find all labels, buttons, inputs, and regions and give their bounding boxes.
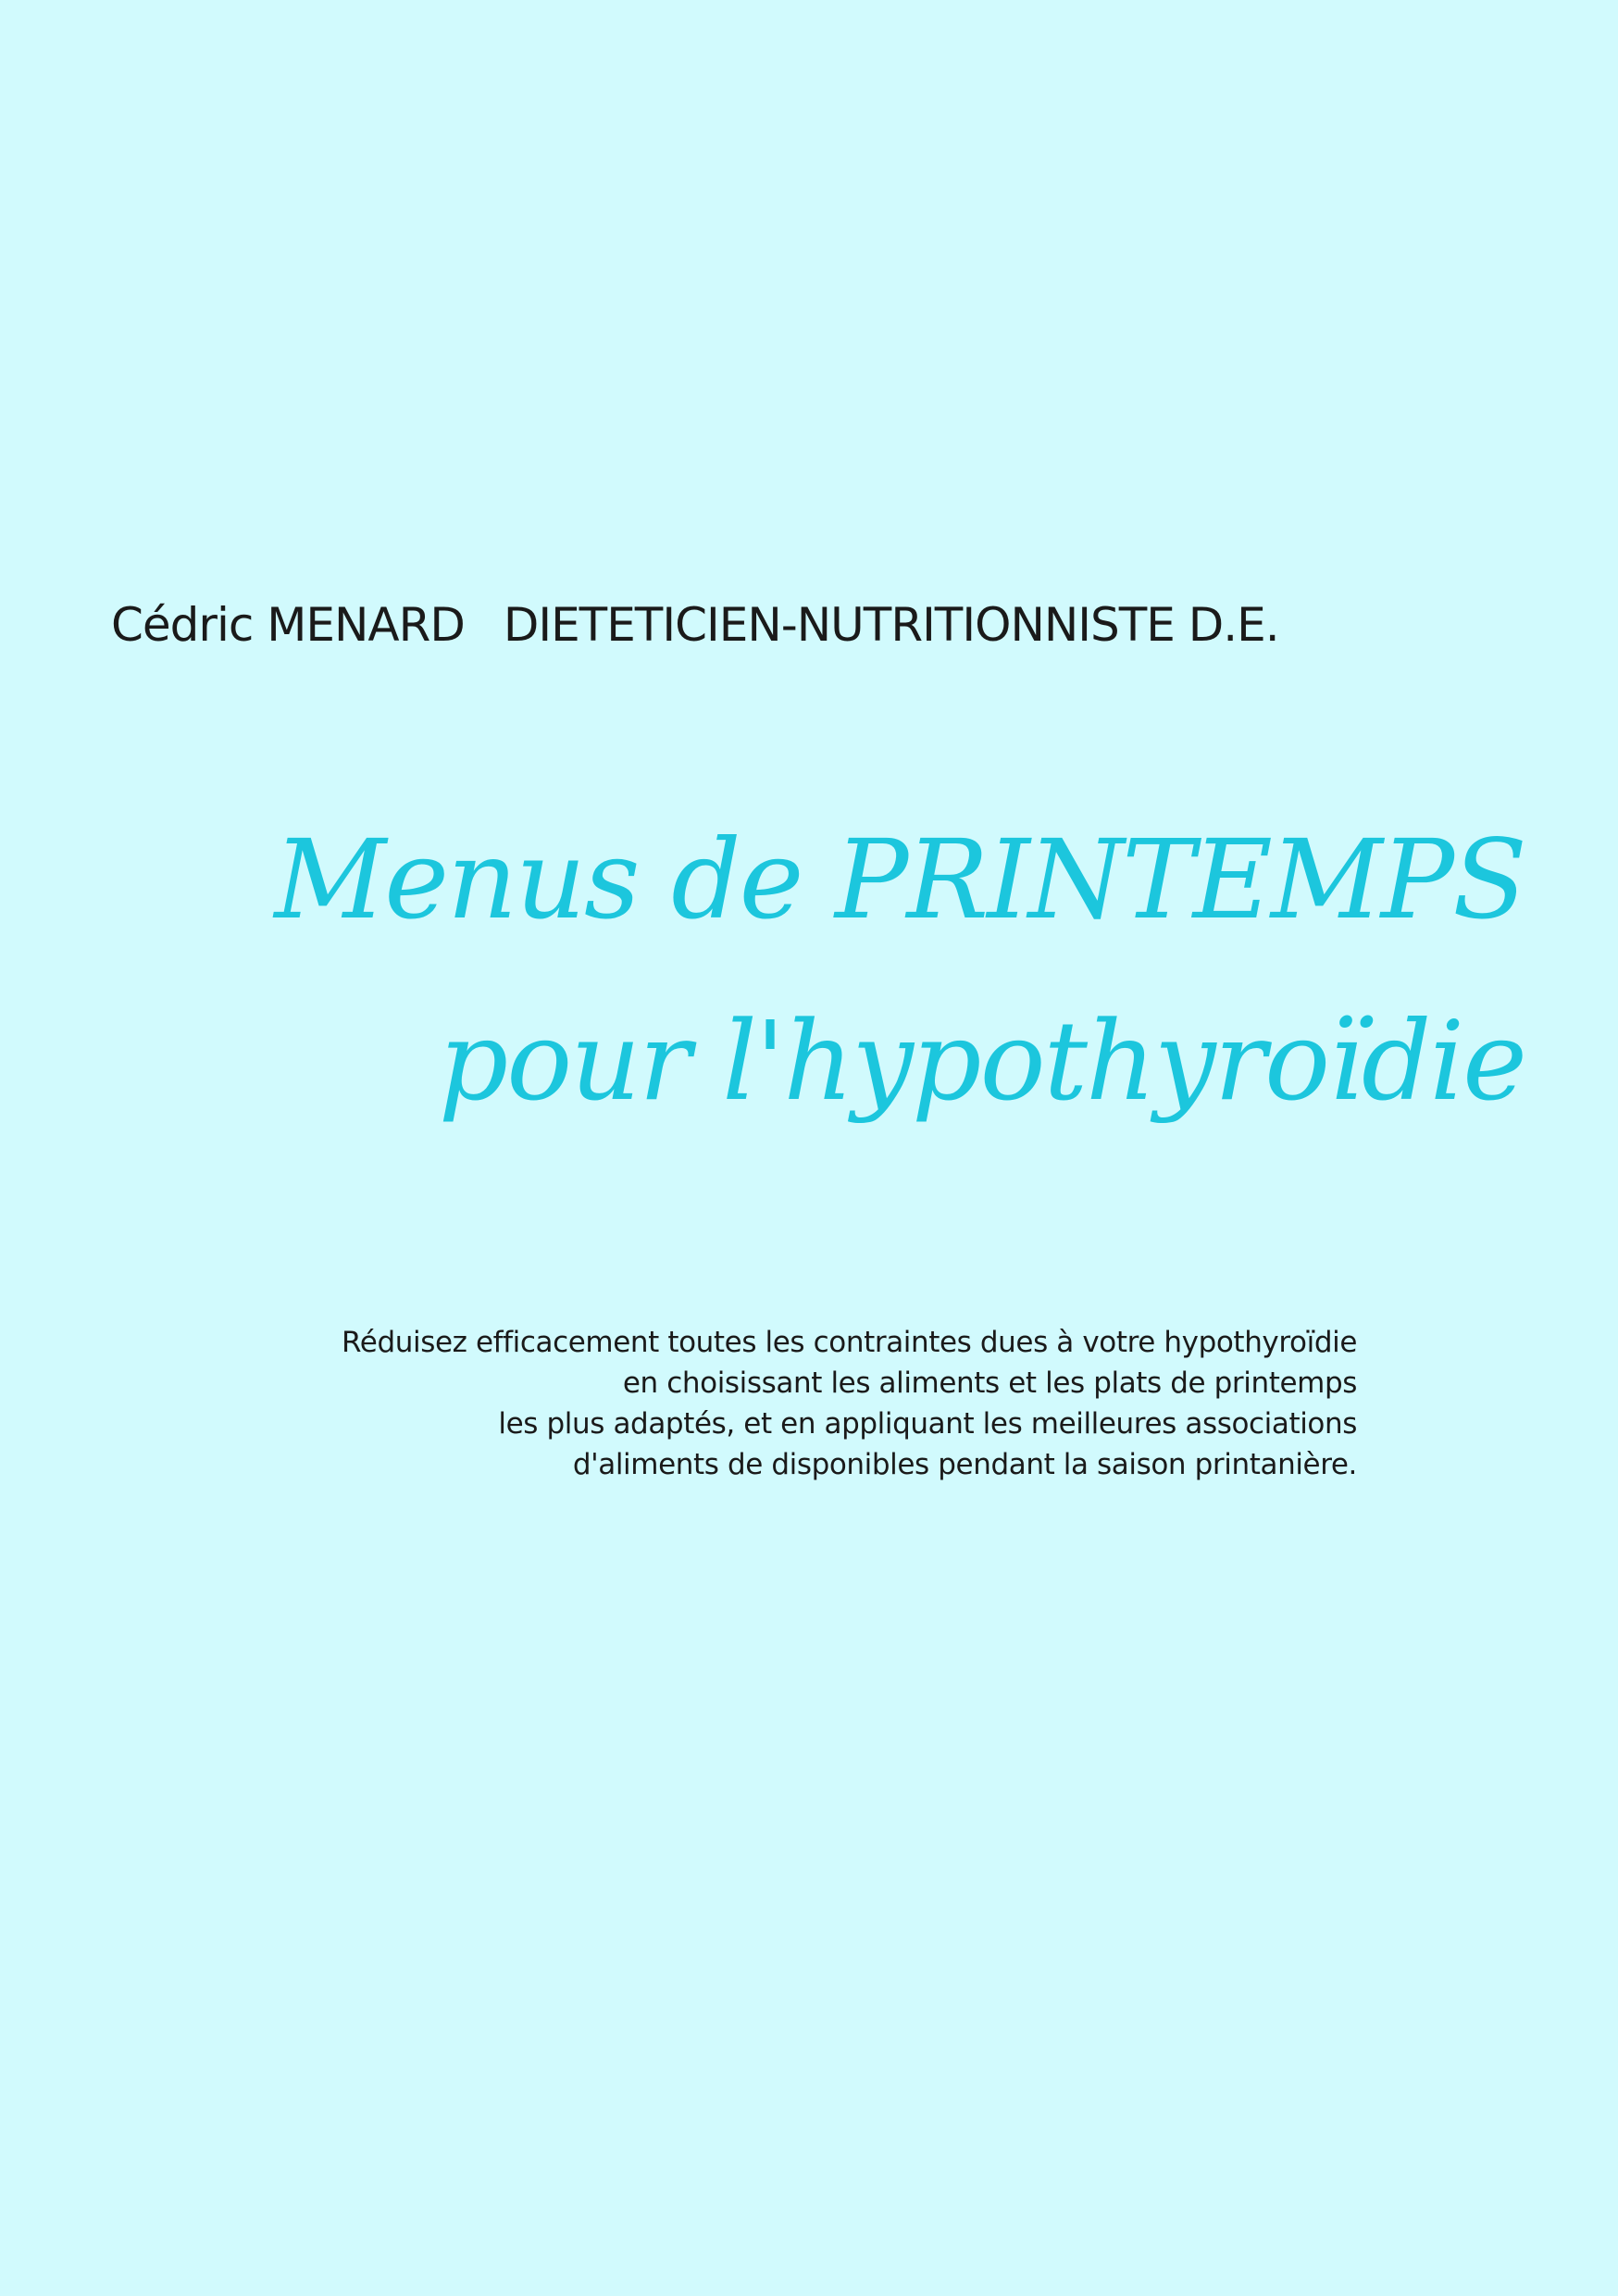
blurb-line-1: Réduisez efficacement toutes les contraintes dues à votre hypothyroïdie bbox=[342, 1326, 1357, 1359]
blurb-line-2: en choisissant les aliments et les plats de printemps bbox=[622, 1366, 1357, 1400]
author-name: Cédric MENARD bbox=[111, 598, 465, 652]
blurb-line-3: les plus adaptés, et en appliquant les meilleures associations bbox=[498, 1407, 1357, 1441]
cover-blurb bbox=[342, 1322, 1357, 1485]
title-line-2: pour l'hypothyroïdie bbox=[438, 997, 1525, 1125]
blurb-line-4: d'aliments de disponibles pendant la saison printanière. bbox=[572, 1448, 1357, 1481]
book-title bbox=[274, 789, 1525, 1152]
author-line bbox=[111, 591, 1279, 659]
author-credential: DIETETICIEN-NUTRITIONNISTE D.E. bbox=[503, 598, 1279, 652]
title-line-1: Menus de PRINTEMPS bbox=[274, 816, 1525, 943]
